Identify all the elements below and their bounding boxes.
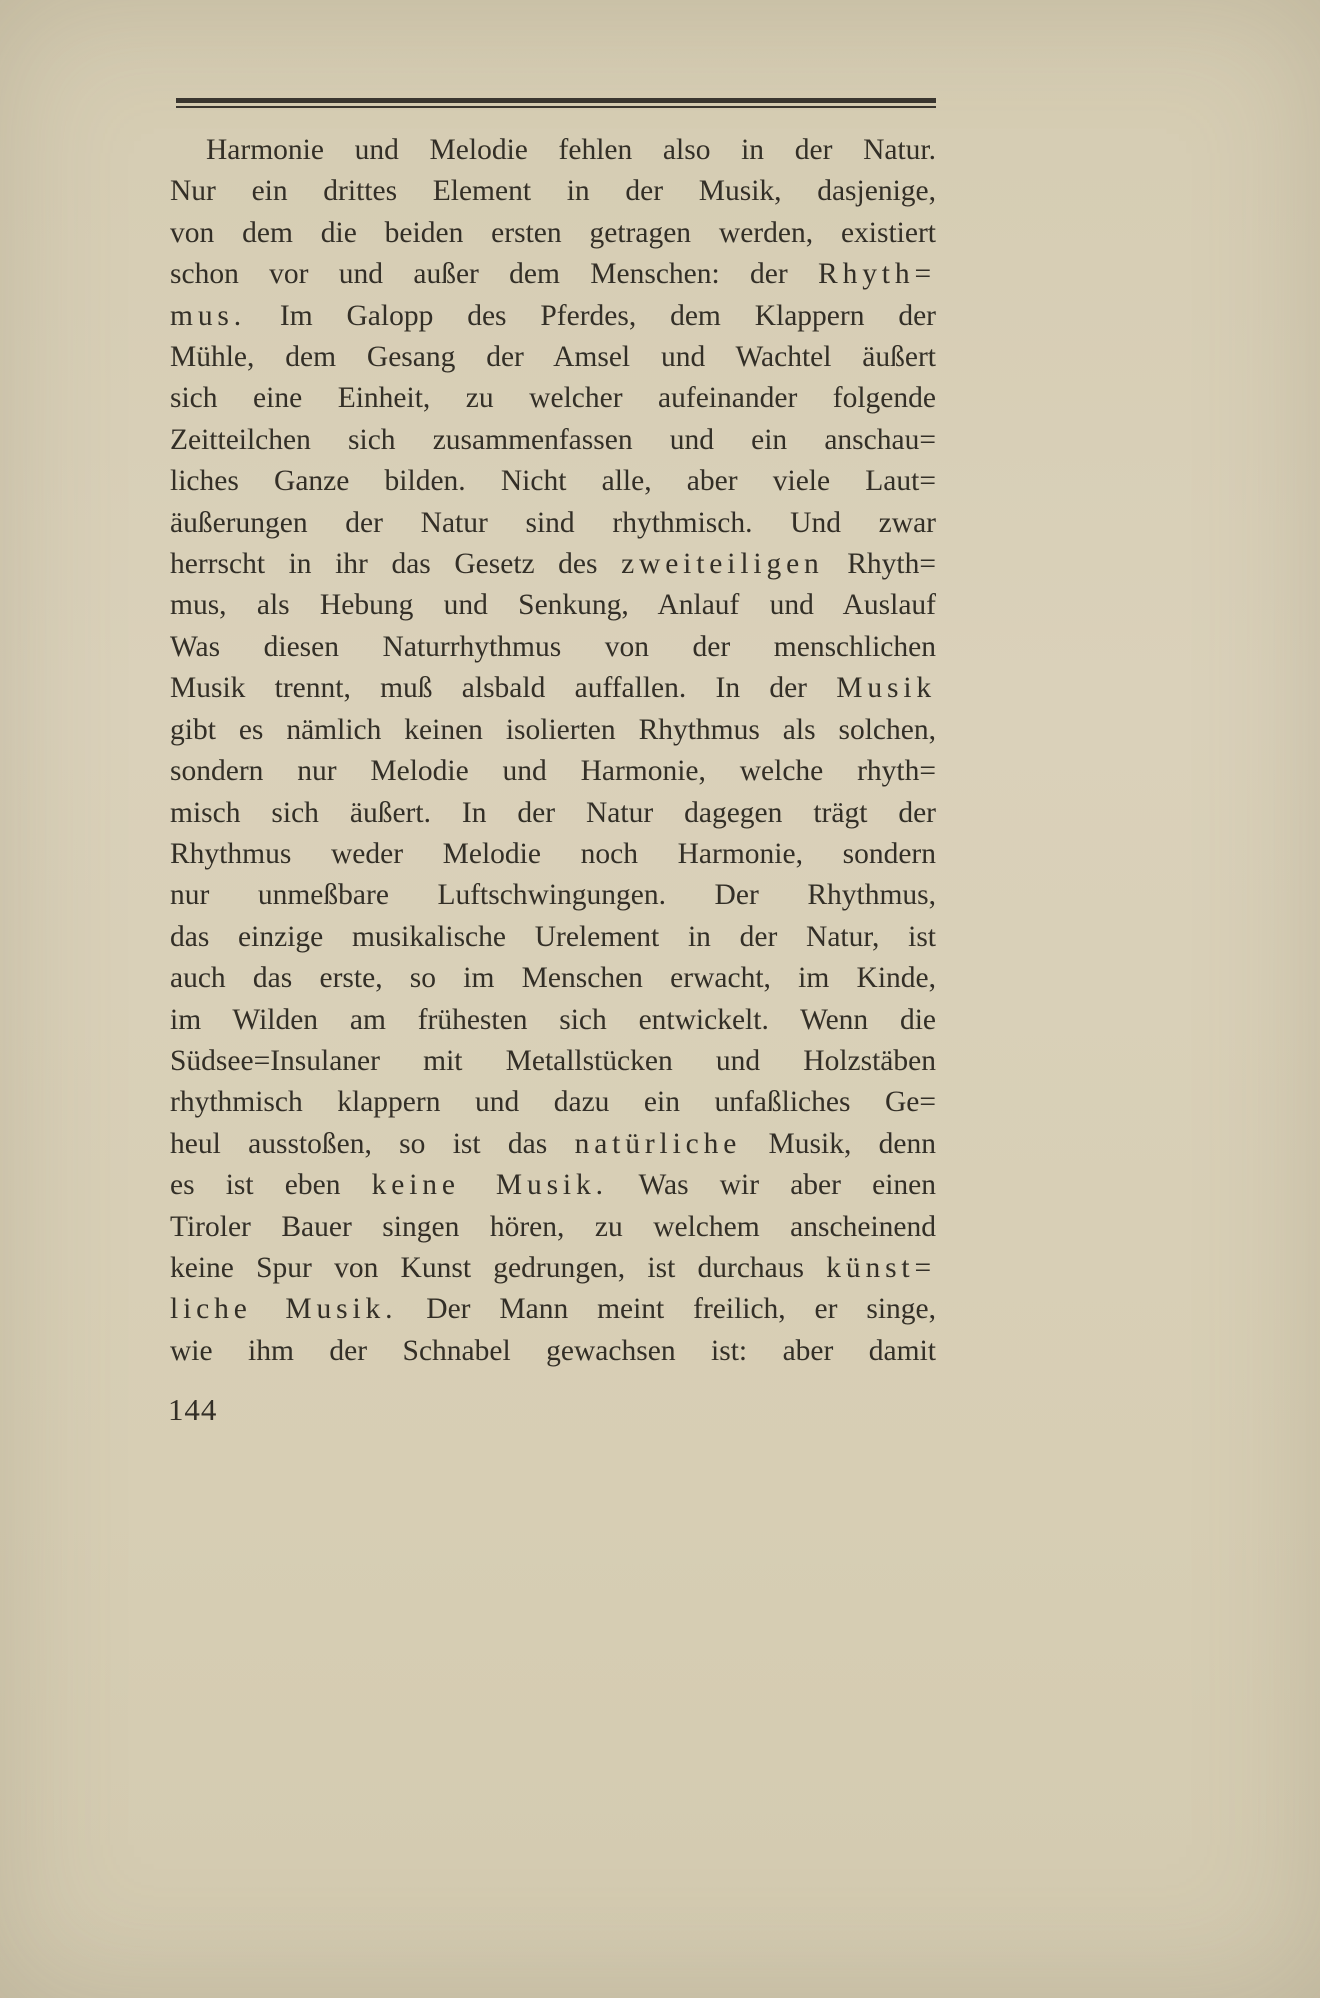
text-line <box>170 1165 936 1206</box>
body-text <box>170 130 936 1372</box>
text-segment: Der Mann meint freilich, er singe, <box>397 1293 936 1326</box>
text-segment: gibt es nämlich keinen isolierten Rhythmus als solchen, <box>170 713 936 746</box>
text-segment: Zeitteilchen sich zusammenfassen und ein anschau= <box>170 423 936 456</box>
text-line <box>170 544 936 585</box>
text-line <box>170 378 936 419</box>
text-segment: mus, als Hebung und Senkung, Anlauf und Auslauf <box>170 589 936 622</box>
text-segment: heul ausstoßen, so ist das <box>170 1127 575 1160</box>
text-line <box>170 461 936 502</box>
text-line <box>170 503 936 544</box>
emphasized-text: künst= <box>826 1251 936 1284</box>
text-segment: von dem die beiden ersten getragen werden, existiert <box>170 216 936 249</box>
text-line <box>170 668 936 709</box>
emphasized-text: natürliche <box>574 1127 742 1160</box>
text-segment: keine Spur von Kunst gedrungen, ist durchaus <box>170 1251 827 1284</box>
text-segment: Südsee=Insulaner mit Metallstücken und Holzstäben <box>170 1044 936 1077</box>
emphasized-text: keine Musik. <box>371 1169 608 1202</box>
text-segment: Mühle, dem Gesang der Amsel und Wachtel äußert <box>170 341 936 374</box>
header-rule-thick-line <box>176 98 936 103</box>
text-segment: liches Ganze bilden. Nicht alle, aber viele Laut= <box>170 465 936 498</box>
emphasized-text: zweiteiligen <box>621 548 824 581</box>
text-line <box>170 130 936 171</box>
text-segment: Im Galopp des Pferdes, dem Klappern der <box>246 299 936 332</box>
text-segment: Nur ein drittes Element in der Musik, dasjenige, <box>170 175 936 208</box>
text-line <box>170 1331 936 1372</box>
text-line <box>170 1000 936 1041</box>
text-segment: Rhythmus weder Melodie noch Harmonie, sondern <box>170 837 936 870</box>
text-line <box>170 1082 936 1123</box>
text-line <box>170 958 936 999</box>
text-segment: Was wir aber einen <box>607 1169 937 1202</box>
text-segment: im Wilden am frühesten sich entwickelt. Wenn die <box>170 1003 936 1036</box>
text-line <box>170 627 936 668</box>
text-line <box>170 917 936 958</box>
text-segment: rhythmisch klappern und dazu ein unfaßliches Ge= <box>170 1086 936 1119</box>
text-segment: misch sich äußert. In der Natur dagegen trägt der <box>170 796 936 829</box>
text-segment: sondern nur Melodie und Harmonie, welche rhyth= <box>170 755 936 788</box>
text-segment: nur unmeßbare Luftschwingungen. Der Rhythmus, <box>170 879 936 912</box>
text-line <box>170 213 936 254</box>
text-segment: Tiroler Bauer singen hören, zu welchem anscheinend <box>170 1210 936 1243</box>
text-line <box>170 710 936 751</box>
text-line <box>170 1041 936 1082</box>
text-segment: Harmonie und Melodie fehlen also in der Natur. <box>206 134 936 166</box>
emphasized-text: liche Musik. <box>170 1293 398 1326</box>
text-line <box>170 875 936 916</box>
emphasized-text: mus. <box>170 299 247 332</box>
emphasized-text: Rhyth= <box>818 258 936 291</box>
text-segment: Musik, denn <box>741 1127 937 1160</box>
text-segment: herrscht in ihr das Gesetz des <box>170 548 622 581</box>
emphasized-text: Musik <box>836 672 936 705</box>
page-number: 144 <box>168 1392 218 1427</box>
text-line <box>170 254 936 295</box>
text-line <box>170 585 936 626</box>
text-segment: schon vor und außer dem Menschen: der <box>170 258 819 291</box>
text-line <box>170 337 936 378</box>
text-segment: Musik trennt, muß alsbald auffallen. In der <box>170 672 837 705</box>
text-line <box>170 296 936 337</box>
text-line <box>170 1248 936 1289</box>
text-segment: sich eine Einheit, zu welcher aufeinander folgende <box>170 382 936 415</box>
text-segment: Rhyth= <box>823 548 936 581</box>
text-segment: Was diesen Naturrhythmus von der menschlichen <box>170 630 936 663</box>
text-line <box>170 171 936 212</box>
text-segment: wie ihm der Schnabel gewachsen ist: aber damit <box>170 1334 936 1367</box>
text-line <box>170 1207 936 1248</box>
text-line <box>170 834 936 875</box>
text-line <box>170 1124 936 1165</box>
header-rule <box>176 98 936 108</box>
text-segment: auch das erste, so im Menschen erwacht, im Kinde, <box>170 962 936 995</box>
text-segment: äußerungen der Natur sind rhythmisch. Und zwar <box>170 506 936 539</box>
text-segment: das einzige musikalische Urelement in der Natur, ist <box>170 920 936 953</box>
text-segment: es ist eben <box>170 1169 372 1202</box>
header-rule-thin-line <box>176 106 936 108</box>
text-line <box>170 420 936 461</box>
text-line <box>170 793 936 834</box>
text-line <box>170 751 936 792</box>
text-line <box>170 1289 936 1330</box>
